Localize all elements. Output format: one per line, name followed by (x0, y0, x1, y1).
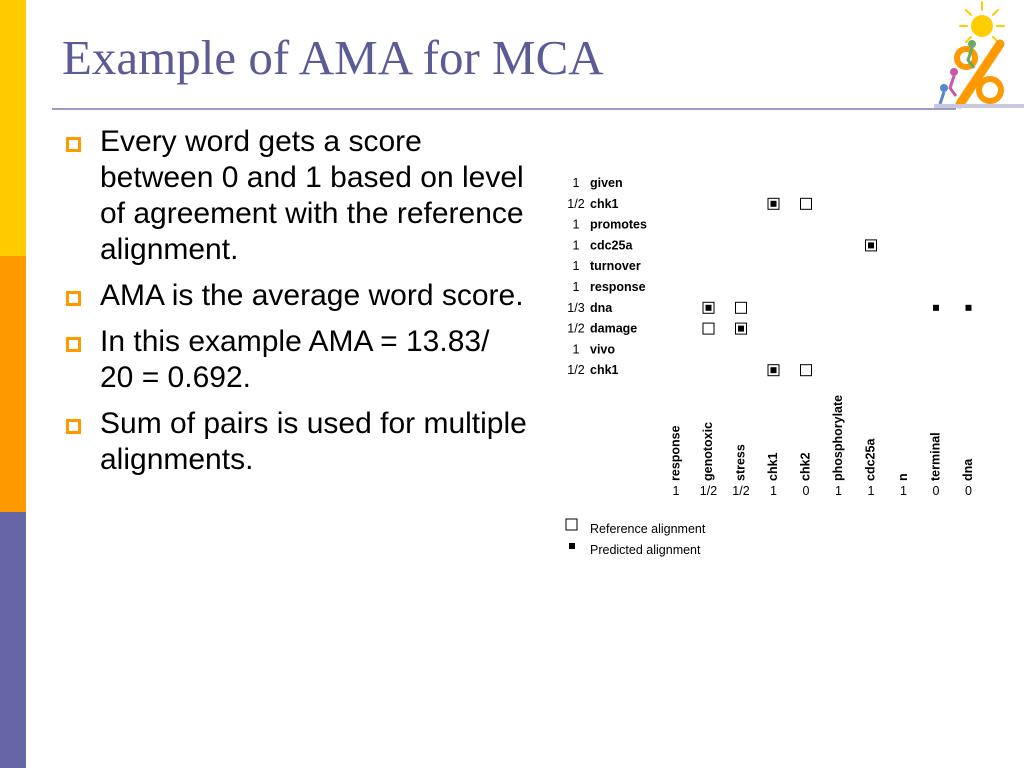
legend-predicted-symbol (569, 543, 575, 549)
column-word: n (895, 473, 910, 481)
column-word: phosphorylate (830, 394, 845, 481)
row-word: promotes (590, 217, 647, 232)
row-score: 1 (572, 280, 580, 294)
bullet-item (66, 324, 500, 396)
row-word: chk1 (590, 196, 619, 211)
row-word: cdc25a (590, 238, 633, 253)
bullet-text: AMA is the average word score. (100, 279, 524, 312)
column-word: cdc25a (863, 438, 878, 481)
predicted-cell-mark (771, 367, 777, 373)
column-word: genotoxic (700, 421, 715, 481)
reference-cell-box (736, 302, 747, 313)
reference-cell-box (703, 323, 714, 334)
square-bullet-icon (66, 137, 81, 152)
legend-reference-label: Reference alignment (590, 522, 706, 536)
column-score: 1 (672, 484, 680, 498)
column-word: dna (960, 458, 975, 481)
legend-reference-symbol (566, 519, 577, 530)
row-word: response (590, 280, 646, 294)
column-word: stress (733, 444, 748, 481)
row-score: 1 (572, 176, 580, 190)
bullet-item (66, 278, 536, 314)
predicted-cell-mark (738, 326, 744, 332)
row-word: turnover (590, 259, 641, 274)
predicted-cell-mark (933, 305, 939, 311)
percent-sign-climber-icon (930, 0, 1024, 112)
alignment-matrix (556, 170, 986, 570)
predicted-cell-mark (966, 305, 972, 311)
bullet-item (66, 406, 536, 478)
title-underline (52, 108, 956, 110)
legend-predicted-label: Predicted alignment (590, 543, 701, 557)
row-score: 1 (572, 342, 580, 357)
reference-cell-box (801, 365, 812, 376)
accent-stripe-bottom (0, 512, 26, 768)
row-score: 1/2 (567, 321, 585, 336)
row-score: 1/2 (567, 196, 585, 211)
row-score: 1/2 (567, 363, 585, 378)
accent-stripe-top (0, 0, 26, 256)
row-word: given (590, 176, 623, 190)
accent-stripe-middle (0, 256, 26, 512)
column-score: 0 (965, 484, 972, 498)
square-bullet-icon (66, 291, 81, 306)
reference-cell-box (801, 198, 812, 209)
column-word: chk1 (765, 452, 780, 481)
column-score: 1 (770, 484, 777, 498)
row-score: 1 (572, 259, 580, 274)
bullet-text: Sum of pairs is used for multiple alignments. (100, 407, 527, 476)
predicted-cell-mark (706, 305, 712, 311)
row-word: dna (590, 300, 613, 315)
row-score: 1 (572, 217, 580, 232)
column-word: terminal (928, 432, 943, 481)
bullet-text: Every word gets a score between 0 and 1 based on level of agreement with the reference alignment. (100, 125, 524, 266)
column-score: 1 (835, 484, 842, 498)
square-bullet-icon (66, 419, 81, 434)
column-score: 1 (867, 484, 875, 498)
bullet-text: In this example AMA = 13.83/ 20 = 0.692. (100, 325, 490, 394)
row-word: damage (590, 321, 638, 336)
row-word: vivo (590, 342, 616, 357)
column-score: 0 (802, 484, 810, 498)
column-score: 1/2 (699, 484, 718, 498)
column-score: 1/2 (732, 484, 750, 498)
predicted-cell-mark (868, 242, 874, 248)
column-score: 1 (900, 484, 907, 498)
column-score: 0 (932, 484, 940, 498)
slide-title: Example of AMA for MCA (62, 30, 604, 85)
bullet-list (66, 124, 536, 488)
column-word: chk2 (798, 452, 813, 481)
row-word: chk1 (590, 363, 619, 378)
row-score: 1/3 (567, 300, 585, 315)
square-bullet-icon (66, 337, 81, 352)
row-score: 1 (572, 238, 580, 253)
bullet-item (66, 124, 536, 268)
column-word: response (668, 425, 683, 481)
predicted-cell-mark (771, 201, 777, 207)
